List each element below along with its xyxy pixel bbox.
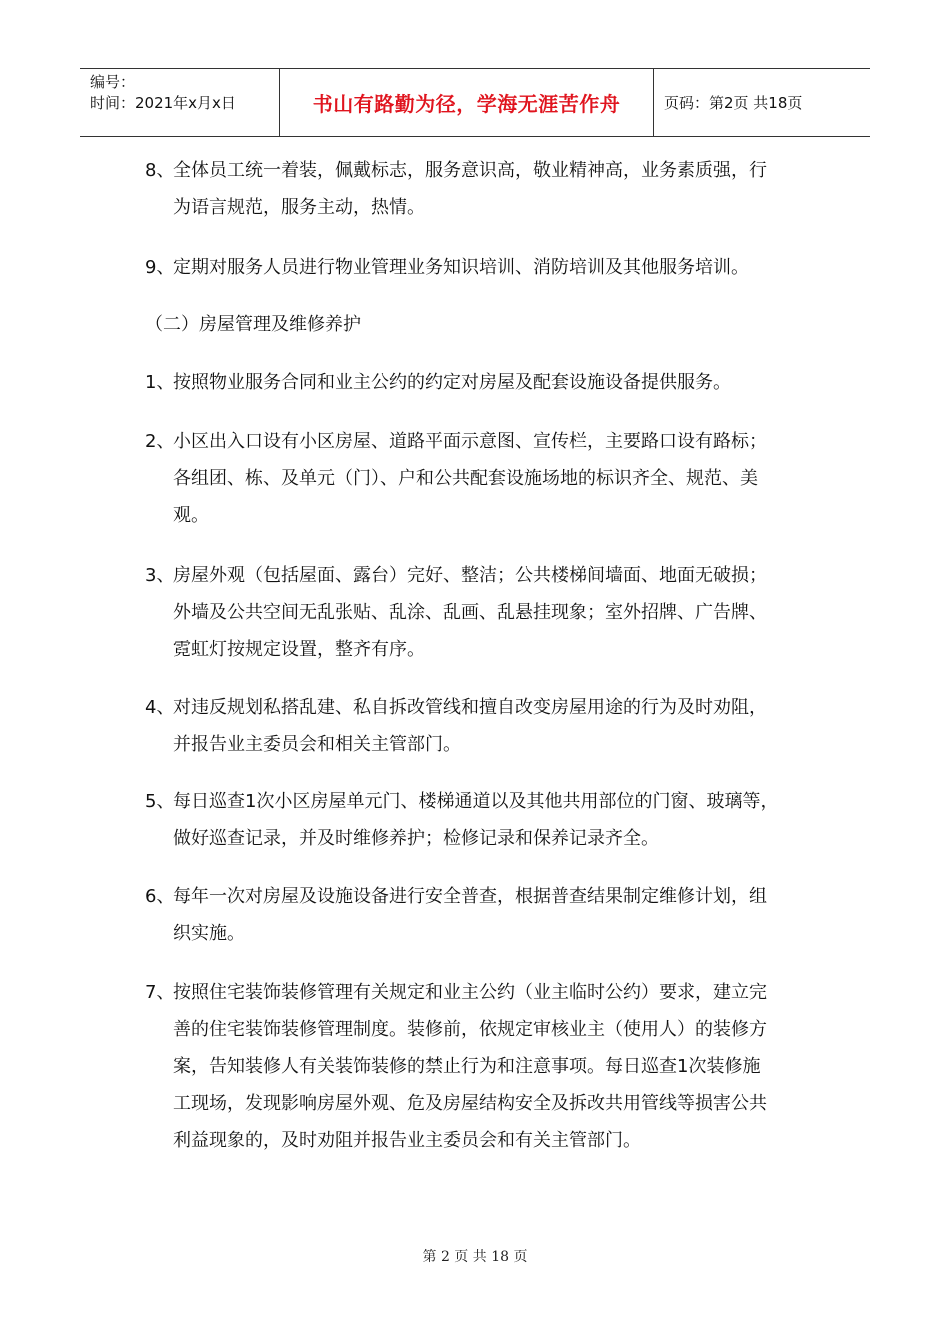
item-text: 按照住宅装饰装修管理有关规定和业主公约（业主临时公约）要求，建立完 bbox=[173, 982, 767, 1003]
item-number: 1、 bbox=[145, 372, 175, 393]
paragraph-line: 织实施。 bbox=[173, 923, 245, 944]
item-number: 5、 bbox=[145, 791, 175, 812]
paragraph bbox=[145, 249, 825, 286]
document-number-label: 编号： bbox=[90, 73, 136, 91]
item-number: 9、 bbox=[145, 257, 175, 278]
paragraph-line: 做好巡查记录，并及时维修养护；检修记录和保养记录齐全。 bbox=[173, 828, 659, 849]
paragraph-line bbox=[145, 152, 825, 189]
item-text: 每日巡查1次小区房屋单元门、楼梯通道以及其他共用部位的门窗、玻璃等， bbox=[173, 791, 779, 812]
paragraph bbox=[145, 783, 825, 857]
item-text: 对违反规划私搭乱建、私自拆改管线和擅自改变房屋用途的行为及时劝阻， bbox=[173, 697, 767, 718]
paragraph bbox=[145, 423, 825, 534]
item-number: 3、 bbox=[145, 565, 175, 586]
item-text: 全体员工统一着装，佩戴标志，服务意识高，敬业精神高，业务素质强，行 bbox=[173, 160, 767, 181]
item-number: 2、 bbox=[145, 431, 175, 452]
paragraph-line bbox=[145, 557, 825, 594]
paragraph bbox=[145, 306, 825, 343]
item-text: 按照物业服务合同和业主公约的约定对房屋及配套设施设备提供服务。 bbox=[173, 372, 731, 393]
paragraph bbox=[145, 364, 825, 401]
item-number: 4、 bbox=[145, 697, 175, 718]
item-number: 6、 bbox=[145, 886, 175, 907]
paragraph-line: （二）房屋管理及维修养护 bbox=[145, 314, 361, 335]
paragraph-line bbox=[145, 974, 825, 1011]
paragraph-line: 外墙及公共空间无乱张贴、乱涂、乱画、乱悬挂现象；室外招牌、广告牌、 bbox=[173, 602, 767, 623]
header-meta bbox=[80, 69, 280, 136]
paragraph-line: 并报告业主委员会和相关主管部门。 bbox=[173, 734, 461, 755]
page-header bbox=[80, 68, 870, 137]
item-text: 定期对服务人员进行物业管理业务知识培训、消防培训及其他服务培训。 bbox=[173, 257, 749, 278]
paragraph-line: 观。 bbox=[173, 505, 209, 526]
paragraph-line bbox=[145, 878, 825, 915]
paragraph-line: 工现场，发现影响房屋外观、危及房屋结构安全及拆改共用管线等损害公共 bbox=[173, 1093, 767, 1114]
item-text: 每年一次对房屋及设施设备进行安全普查，根据普查结果制定维修计划，组 bbox=[173, 886, 767, 907]
paragraph-line: 案，告知装修人有关装饰装修的禁止行为和注意事项。每日巡查1次装修施 bbox=[173, 1056, 761, 1077]
paragraph-line: 善的住宅装饰装修管理制度。装修前，依规定审核业主（使用人）的装修方 bbox=[173, 1019, 767, 1040]
paragraph-line bbox=[145, 689, 825, 726]
paragraph-line bbox=[145, 783, 825, 820]
header-motto: 书山有路勤为径，学海无涯苦作舟 bbox=[312, 92, 621, 116]
paragraph-line bbox=[145, 423, 825, 460]
header-page-info: 页码：第2页 共18页 bbox=[664, 94, 803, 112]
paragraph bbox=[145, 689, 825, 763]
paragraph bbox=[145, 557, 825, 668]
paragraph-line bbox=[145, 364, 825, 401]
page-footer: 第 2 页 共 18 页 bbox=[422, 1249, 528, 1265]
header-page-info-cell bbox=[654, 69, 870, 136]
paragraph-line bbox=[145, 249, 825, 286]
paragraph-line: 利益现象的，及时劝阻并报告业主委员会和有关主管部门。 bbox=[173, 1130, 641, 1151]
item-number: 7、 bbox=[145, 982, 175, 1003]
paragraph-line: 霓虹灯按规定设置，整齐有序。 bbox=[173, 639, 425, 660]
item-text: 小区出入口设有小区房屋、道路平面示意图、宣传栏，主要路口设有路标； bbox=[173, 431, 767, 452]
item-number: 8、 bbox=[145, 160, 175, 181]
document-time: 时间：2021年x月x日 bbox=[90, 94, 236, 112]
header-motto-cell bbox=[280, 69, 654, 136]
paragraph bbox=[145, 974, 825, 1159]
item-text: 房屋外观（包括屋面、露台）完好、整洁；公共楼梯间墙面、地面无破损； bbox=[173, 565, 767, 586]
paragraph-line: 各组团、栋、及单元（门）、户和公共配套设施场地的标识齐全、规范、美 bbox=[173, 468, 758, 489]
paragraph bbox=[145, 878, 825, 952]
paragraph-line: 为语言规范，服务主动，热情。 bbox=[173, 197, 425, 218]
paragraph bbox=[145, 152, 825, 226]
